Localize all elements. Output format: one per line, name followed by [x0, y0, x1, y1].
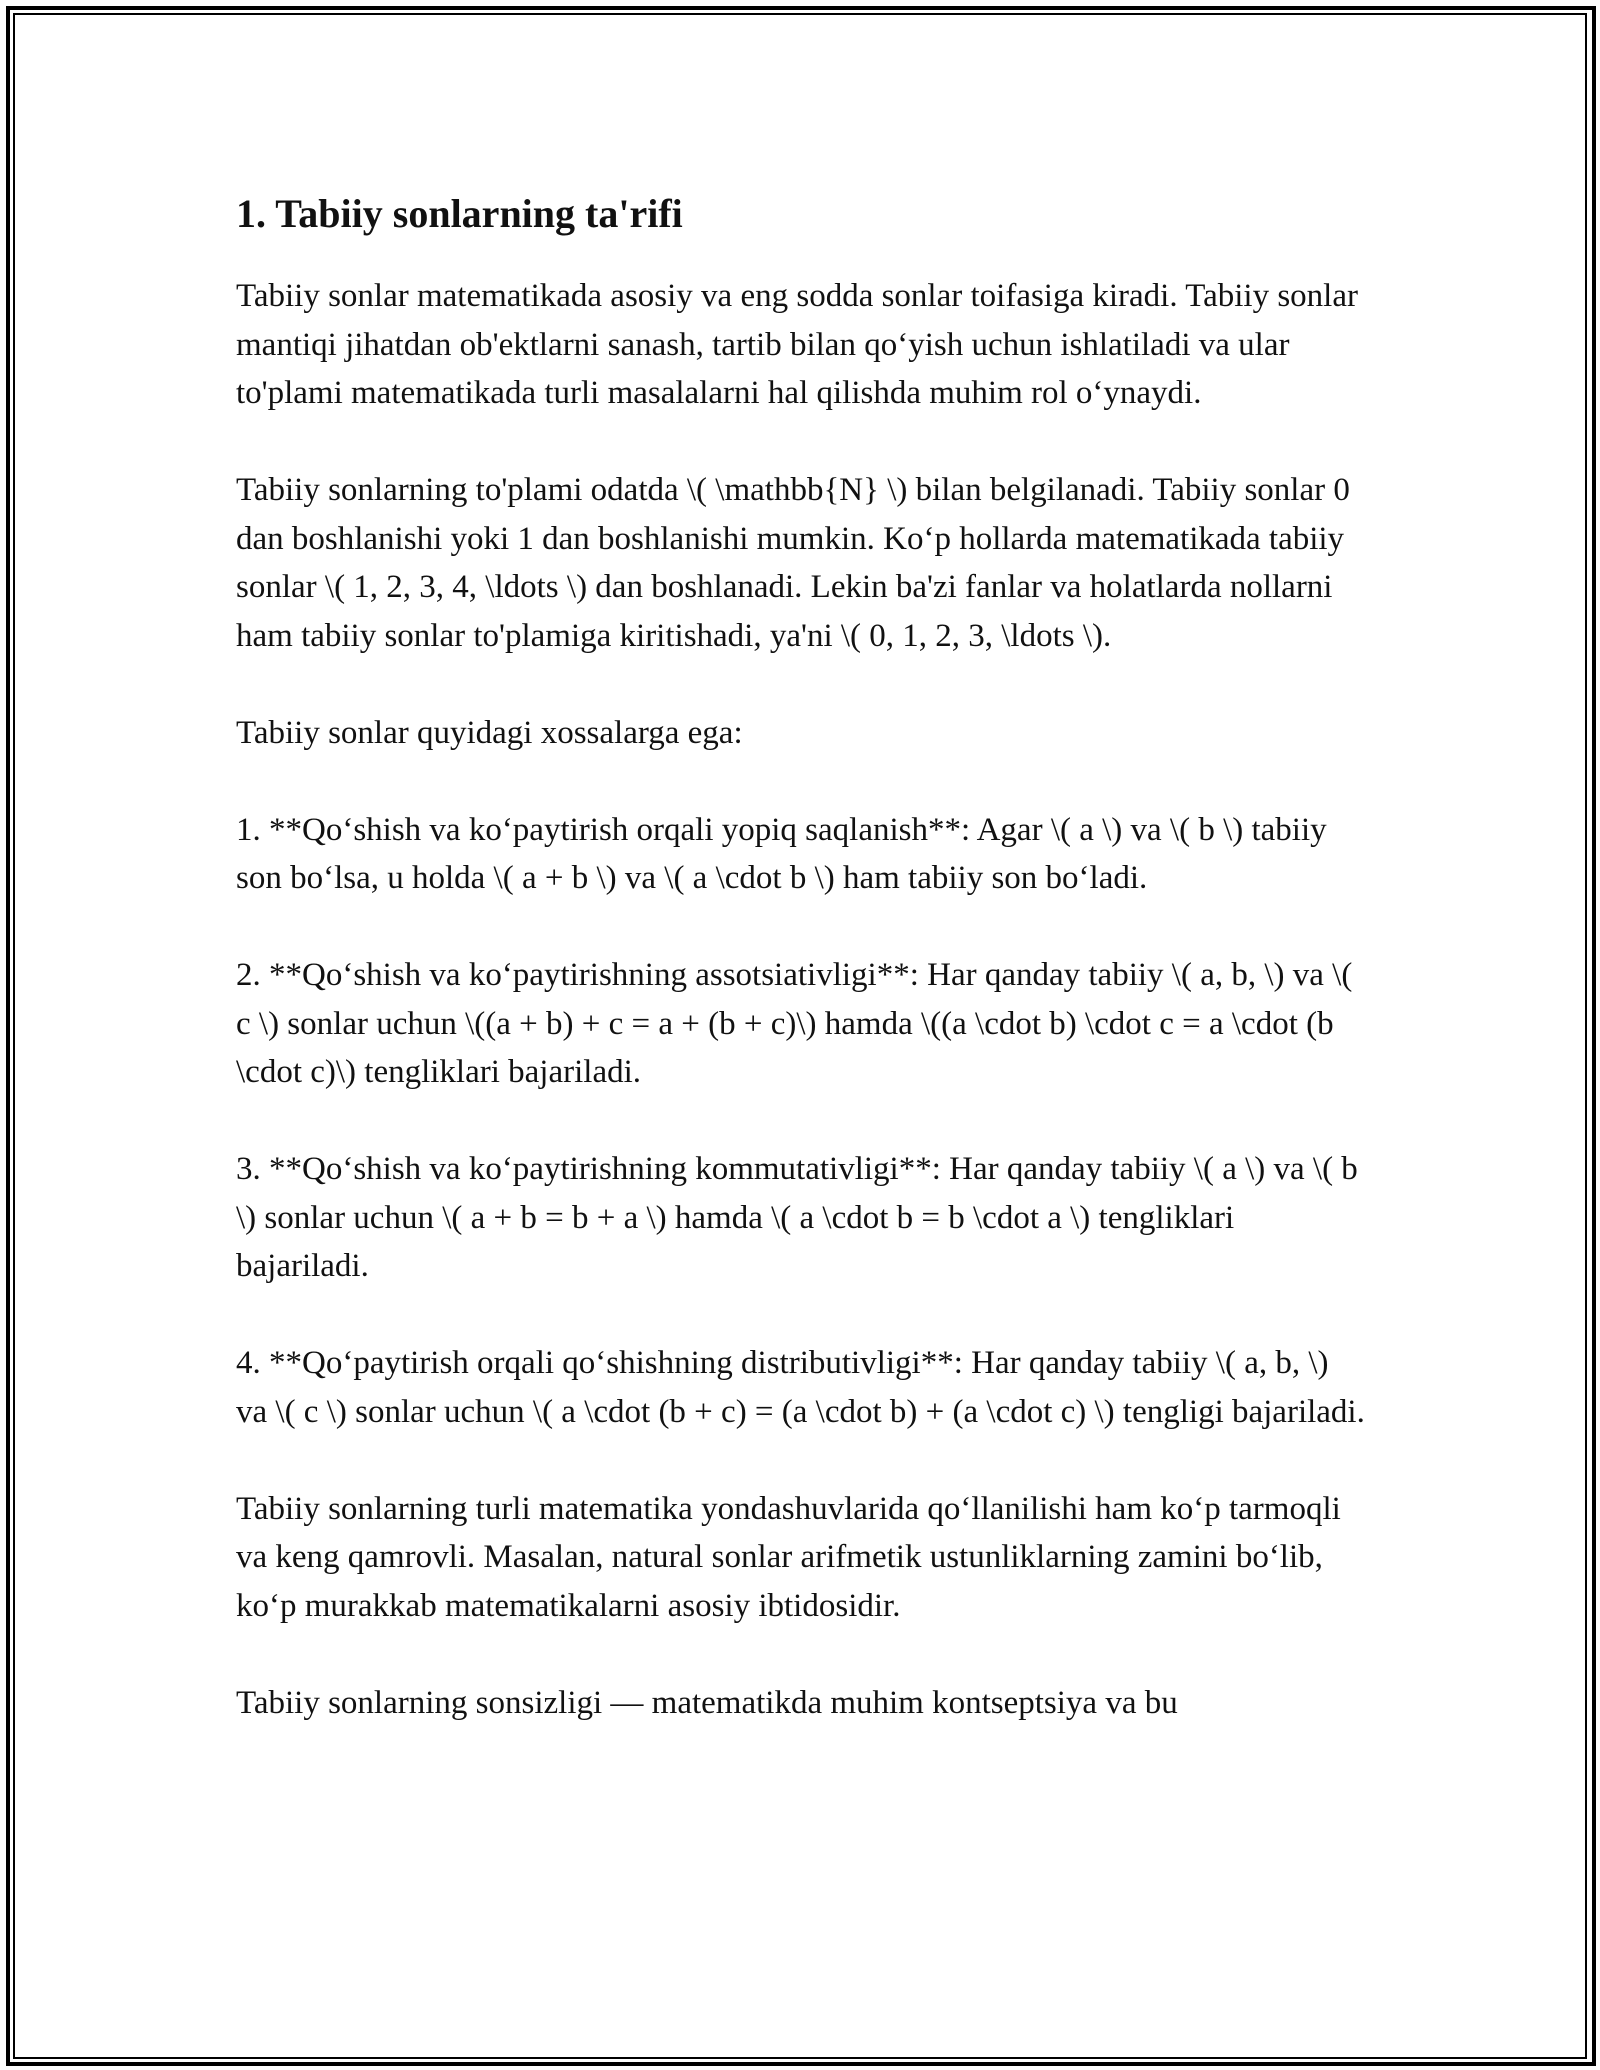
- paragraph-infinity: Tabiiy sonlarning sonsizligi — matematikda muhim kontseptsiya va bu: [236, 1684, 1178, 1721]
- list-item-distributivity: 4. **Qo‘paytirish orqali qo‘shishning distributivligi**: Har qanday tabiiy \( a, b, \) va \( c \) sonlar uchun \( a \cdot (b + c) = (a \cdot b) + (a \cdot c) \) tengligi bajariladi.: [236, 1345, 1365, 1430]
- document-body: [236, 186, 1366, 1776]
- list-item-associativity: 2. **Qo‘shish va ko‘paytirishning assotsiativligi**: Har qanday tabiiy \( a, b, \) va \( c \) sonlar uchun \((a + b) + c = a + (b + c)\) hamda \((a \cdot b) \cdot c = a \cdot (b \cdot c)\) tengliklari bajariladi.: [236, 957, 1353, 1090]
- paragraph-notation: Tabiiy sonlarning to'plami odatda \( \mathbb{N} \) bilan belgilanadi. Tabiiy sonlar 0 dan boshlanishi yoki 1 dan boshlanishi mumkin. Ko‘p hollarda matematikada tabiiy sonlar \( 1, 2, 3, 4, \ldots \) dan boshlanadi. Lekin ba'zi fanlar va holatlarda nollarni ham tabiiy sonlar to'plamiga kiritishadi, ya'ni \( 0, 1, 2, 3, \ldots \).: [236, 472, 1350, 654]
- paragraph-properties-intro: Tabiiy sonlar quyidagi xossalarga ega:: [236, 714, 743, 751]
- list-item-commutativity: 3. **Qo‘shish va ko‘paytirishning kommutativligi**: Har qanday tabiiy \( a \) va \( b \) sonlar uchun \( a + b = b + a \) hamda \( a \cdot b = b \cdot a \) tengliklari bajariladi.: [236, 1151, 1358, 1284]
- list-item-closure: 1. **Qo‘shish va ko‘paytirish orqali yopiq saqlanish**: Agar \( a \) va \( b \) tabiiy son bo‘lsa, u holda \( a + b \) va \( a \cdot b \) ham tabiiy son bo‘ladi.: [236, 811, 1327, 896]
- paragraph-applications: Tabiiy sonlarning turli matematika yondashuvlarida qo‘llanilishi ham ko‘p tarmoqli va keng qamrovli. Masalan, natural sonlar arifmetik ustunliklarning zamini bo‘lib, ko‘p murakkab matematikalarni asosiy ibtidosidir.: [236, 1490, 1341, 1624]
- paragraph-intro: Tabiiy sonlar matematikada asosiy va eng sodda sonlar toifasiga kiradi. Tabiiy sonlar mantiqi jihatdan ob'ektlarni sanash, tartib bilan qo‘yish uchun ishlatiladi va ular to'plami matematikada turli masalalarni hal qilishda muhim rol o‘ynaydi.: [236, 278, 1358, 411]
- section-heading: 1. Tabiiy sonlarning ta'rifi: [236, 191, 683, 236]
